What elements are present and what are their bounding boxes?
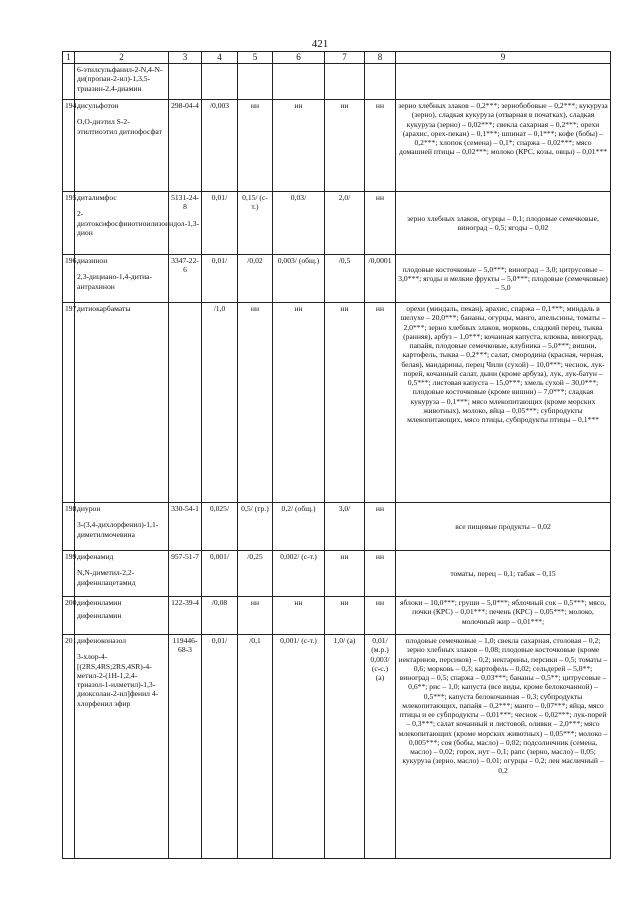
value-cell: 0,5/ (тр.) (238, 503, 273, 551)
substance-name: диазинон (77, 256, 108, 265)
mrl-cell: зерно хлебных злаков, огурцы – 0,1; плодовые семечковые, виноград – 0,5; ягоды – 0,02 (396, 192, 611, 255)
mrl-cell: плодовые семечковые – 1,0; свекла сахарная, столовая – 0,2; зерно хлебных злаков – 0,08; плодовые косточковые (кроме нектаринов, персиков) – 0,2; нектарины, персики – 0,5; томаты – 0,6; морковь – 0,3; картофель – 0,02; сельдерей – 5,0**; виноград – 0,5; спаржа – 0,03***; бананы – 0,5**; цитрусовые – 0,6**; рис – 1,0; капуста (все виды, кроме белокочанной) – 0,5***; капуста белокочанная – 0,3; субпродукты млекопитающих, папайя – 0,2***; манго – 0,07***; яйца, мясо птицы и ее субпродукты – 0,01***; чеснок – 0,02***; лук-порей – 0,3***; салат кочанный и листовой, оливки – 2,0***; мясо млекопитающих (кроме морских животных) – 0,05***; молоко – 0,005***; соя (бобы, масло) – 0,02; подсолнечник (семена, масло) – 0,02; горох, нут – 0,1; рапс (зерно, масло) – 0,05; кукуруза (зерно, масло) – 0,01; огурцы – 0,2; лен масличный – 0,2 (396, 635, 611, 859)
row-number: 201. (63, 635, 75, 859)
value-cell: 0,01/ (202, 255, 238, 303)
row-number: 198. (63, 503, 75, 551)
value-cell: 0,002/ (с-т.) (273, 551, 325, 597)
mrl-cell: все пищевые продукты – 0,02 (396, 503, 611, 551)
value-cell: 1,0/ (а) (325, 635, 365, 859)
column-header: 8 (365, 52, 396, 64)
substance-name: дифениламин (77, 598, 122, 607)
value-cell: нн (365, 192, 396, 255)
value-cell (325, 64, 365, 100)
value-cell: 3,0/ (325, 503, 365, 551)
value-cell: нн (365, 551, 396, 597)
value-cell: нн (325, 303, 365, 503)
header-row (63, 52, 611, 64)
chemical-name: О,О-диэтил S-2-этилтиоэтил дитиофосфат (77, 117, 162, 136)
table-row (63, 100, 611, 192)
value-cell: 0,2/ (общ.) (273, 503, 325, 551)
chemical-name: 2,3-дициано-1,4-дитиа-антрахинон (77, 272, 153, 291)
substance-name: дисульфотон (77, 101, 119, 110)
value-cell: 2,0/ (325, 192, 365, 255)
row-number: 197. (63, 303, 75, 503)
value-cell: /0,08 (202, 597, 238, 635)
value-cell: нн (273, 303, 325, 503)
mrl-cell: яблоки – 10,0***; груши – 5,0***; яблочный сок – 0,5***; мясо, почки (КРС) – 0,01***; печень (КРС) – 0,05***; молоко, молочный жир – 0,01***; (396, 597, 611, 635)
cas-cell: 122-39-4 (169, 597, 202, 635)
value-cell: 0,01/ (202, 192, 238, 255)
row-number: 199. (63, 551, 75, 597)
substance-cell (75, 255, 169, 303)
value-cell: нн (238, 100, 273, 192)
chemical-name: N,N-диметил-2,2-дифенилацетамид (77, 568, 136, 587)
substance-name: диурон (77, 504, 101, 513)
table-row (63, 635, 611, 859)
value-cell: 0,01/ (202, 635, 238, 859)
value-cell: 0,001/ (202, 551, 238, 597)
substance-cell (75, 503, 169, 551)
column-header: 2 (75, 52, 169, 64)
table-row (63, 303, 611, 503)
substance-cell (75, 551, 169, 597)
cas-cell (169, 303, 202, 503)
substance-cell (75, 635, 169, 859)
chemical-name: 3-(3,4-дихлорфенил)-1,1-диметилмочевина (77, 520, 159, 539)
value-cell: 0,003/ (общ.) (273, 255, 325, 303)
row-number: 200. (63, 597, 75, 635)
mrl-cell (396, 64, 611, 100)
value-cell: нн (325, 100, 365, 192)
mrl-cell: томаты, перец – 0,1; табак – 0,15 (396, 551, 611, 597)
table-row (63, 597, 611, 635)
substance-name: 6-этилсульфанил-2-N,4-N-ди(пропан-2-ил)-1,3,5-триазин-2,4-диамин (77, 65, 163, 93)
substance-name: дифеноконазол (77, 636, 127, 645)
value-cell: нн (325, 597, 365, 635)
substance-name: дитиокарбаматы (77, 304, 131, 313)
mrl-cell: орехи (миндаль, пекан), арахис, спаржа – 0,1***; миндаль в шелухе – 20,0***; бананы, огурцы, манго, апельсины, томаты – 2,0***; зерно хлебных злаков, морковь, сладкий перец, тыква (ранняя), арбуз – 1,0***; кочанная капуста, клюква, виноград, папайя, плодовые семечковые, клубника – 5,0***; вишни, картофель, тыква – 0,2***; салат, смородина (красная, черная, белая), мандарины, перец Чили (сухой) – 10,0***; чеснок, лук-порей, кочанный салат, дыни (кроме арбуза), лук, лук-батун – 0,5***; листовая капуста – 15,0***; хмель сухой – 30,0***; плодовые косточковые (кроме вишни) – 7,0***; сладкая кукуруза – 0,1***; мясо млекопитающих (кроме морских животных), молоко, яйца – 0,05***; субпродукты млекопитающих, мясо птицы, субпродукты птицы – 0,1*** (396, 303, 611, 503)
value-cell: нн (365, 597, 396, 635)
row-number (63, 64, 75, 100)
value-cell: нн (365, 303, 396, 503)
substance-cell (75, 100, 169, 192)
mrl-cell: плодовые косточковые – 5,0***; виноград – 3,0; цитрусовые – 3,0***; ягоды и мелкие фрукты – 5,0***; плодовые (семечковые) – 5,0 (396, 255, 611, 303)
column-header: 7 (325, 52, 365, 64)
cas-cell: 298-04-4 (169, 100, 202, 192)
row-number: 196. (63, 255, 75, 303)
value-cell: /0,0001 (365, 255, 396, 303)
value-cell: нн (365, 100, 396, 192)
table-row (63, 551, 611, 597)
column-header: 6 (273, 52, 325, 64)
value-cell: /0,25 (238, 551, 273, 597)
table-row (63, 503, 611, 551)
value-cell: /0,003 (202, 100, 238, 192)
value-cell: 0,03/ (273, 192, 325, 255)
value-cell: нн (325, 551, 365, 597)
cas-cell (169, 64, 202, 100)
page-number: 421 (311, 38, 329, 50)
value-cell: нн (365, 503, 396, 551)
column-header: 9 (396, 52, 611, 64)
mrl-cell: зерно хлебных злаков – 0,2***; зернобобовые – 0,2***; кукуруза (зерно), сладкая кукуруза (отварная в початках), сладкая кукуруза (зерно) – 0,02***; свекла сахарная – 0,2***; орехи (арахис, орех-пекан) – 0,1***; шпинат – 0,1***; кофе (бобы) – 0,2***; хлопок (семена) – 0,1*; спаржа – 0,02***; мясо домашней птицы – 0,02***; молоко (КРС, козы, овцы) – 0,01*** (396, 100, 611, 192)
substance-cell (75, 64, 169, 100)
table-row (63, 64, 611, 100)
value-cell: 0,025/ (202, 503, 238, 551)
row-number: 194. (63, 100, 75, 192)
chemical-name: дифениламин (77, 611, 122, 621)
value-cell: /1,0 (202, 303, 238, 503)
value-cell: /0,1 (238, 635, 273, 859)
value-cell (365, 64, 396, 100)
cas-cell: 330-54-1 (169, 503, 202, 551)
value-cell (202, 64, 238, 100)
cas-cell: 957-51-7 (169, 551, 202, 597)
substance-cell (75, 303, 169, 503)
value-cell: /0,5 (325, 255, 365, 303)
column-header: 3 (169, 52, 202, 64)
chemical-name: 3-хлор-4-[(2RS,4RS;2RS,4SR)-4-метил-2-(1H-1,2,4-триазол-1-илметил)-1,3-диоксолан-2-ил]фенил 4-хлорфенил эфир (77, 652, 159, 708)
cas-cell: 5131-24-8 (169, 192, 202, 255)
row-number: 195. (63, 192, 75, 255)
value-cell: 0,15/ (с-т.) (238, 192, 273, 255)
table-row (63, 255, 611, 303)
substance-name: дифенамид (77, 552, 114, 561)
value-cell: нн (273, 100, 325, 192)
value-cell: нн (273, 597, 325, 635)
table-row (63, 192, 611, 255)
column-header: 4 (202, 52, 238, 64)
value-cell: 0,001/ (с-т.) (273, 635, 325, 859)
value-cell: /0,02 (238, 255, 273, 303)
value-cell: нн (238, 303, 273, 503)
value-cell: нн (238, 597, 273, 635)
regulation-table (62, 51, 611, 859)
cas-cell: 3347-22-6 (169, 255, 202, 303)
value-cell: 0,01/ (м.р.) 0,003/ (с-с.) (а) (365, 635, 396, 859)
value-cell (273, 64, 325, 100)
column-header: 1 (63, 52, 75, 64)
column-header: 5 (238, 52, 273, 64)
chemical-name: 2-диэтоксифосфинотиоилизоиндол-1,3-дион (77, 209, 200, 237)
cas-cell: 119446-68-3 (169, 635, 202, 859)
substance-name: диталимфос (77, 193, 117, 202)
substance-cell (75, 597, 169, 635)
value-cell (238, 64, 273, 100)
